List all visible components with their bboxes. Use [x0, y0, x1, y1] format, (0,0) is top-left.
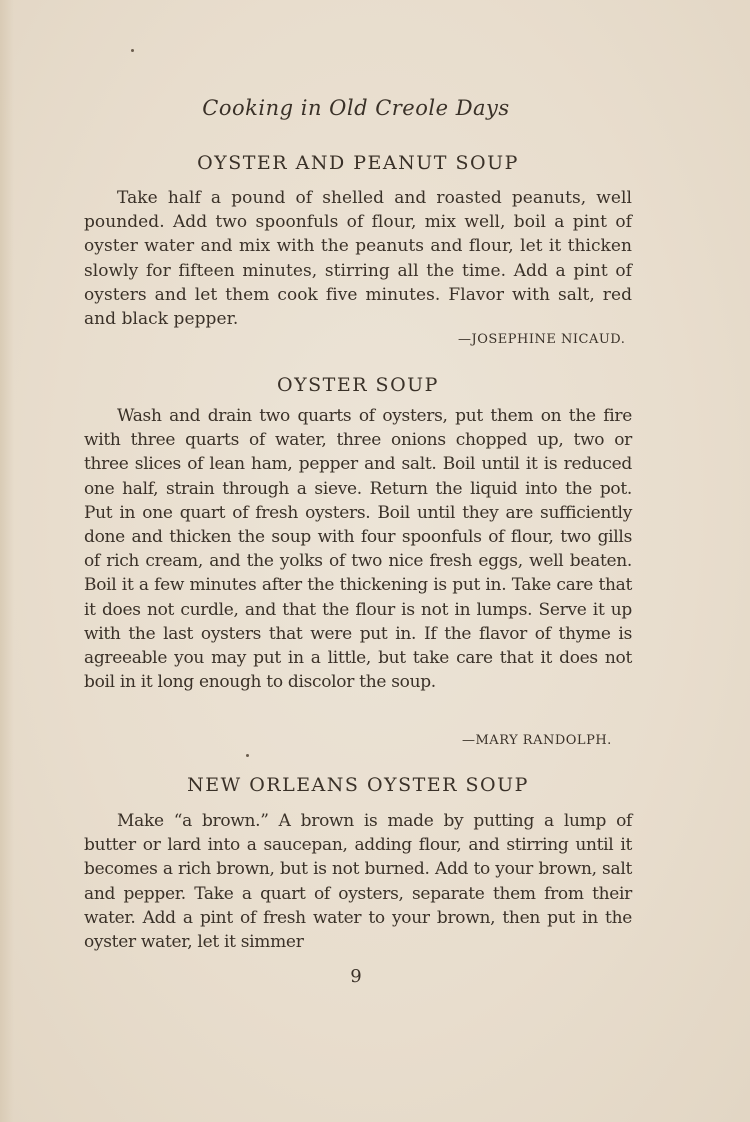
paper-speck: [246, 754, 249, 757]
page-number: 9: [350, 966, 362, 987]
signature-mary-randolph: —MARY RANDOLPH.: [462, 733, 612, 748]
recipe-body-oyster-soup: Wash and drain two quarts of oysters, put them on the fire with three quarts of water, three onions chopped up, two or three slices of lean ham, pepper and salt. Boil until it is reduced one half, strain through a sieve. Return the liquid into the pot. Put in one quart of fresh oysters. Boil until they are sufficiently done and thicken the soup with four spoonfuls of flour, two gills of rich cream, and the yolks of two nice fresh eggs, well beaten. Boil it a few minutes after the thickening is put in. Take care that it does not curdle, and that the flour is not in lumps. Serve it up with the last oysters that were put in. If the flavor of thyme is agreeable you may put in a little, but take care that it does not boil in it long enough to discolor the soup.: [84, 406, 632, 693]
recipe-heading-new-orleans-oyster-soup: NEW ORLEANS OYSTER SOUP: [187, 774, 529, 796]
recipe-heading-oyster-peanut-soup: OYSTER AND PEANUT SOUP: [197, 152, 519, 174]
running-head: Cooking in Old Creole Days: [202, 96, 510, 120]
signature-josephine-nicaud: —JOSEPHINE NICAUD.: [458, 332, 626, 347]
recipe-body-oyster-peanut-soup: Take half a pound of shelled and roasted peanuts, well pounded. Add two spoonfuls of flour, mix well, boil a pint of oyster water and mix with the peanuts and flour, let it thicken slowly for fifteen minutes, stirring all the time. Add a pint of oysters and let them cook five minutes. Flavor with salt, red and black pepper.: [84, 188, 632, 330]
recipe-heading-oyster-soup: OYSTER SOUP: [277, 374, 439, 396]
page-edge-shadow: [0, 0, 14, 1122]
recipe-body-new-orleans-oyster-soup: Make “a brown.” A brown is made by putting a lump of butter or lard into a saucepan, adding flour, and stirring until it becomes a rich brown, but is not burned. Add to your brown, salt and pepper. Take a quart of oysters, separate them from their water. Add a pint of fresh water to your brown, then put in the oyster water, let it simmer: [84, 811, 632, 953]
paper-speck: [131, 49, 134, 52]
